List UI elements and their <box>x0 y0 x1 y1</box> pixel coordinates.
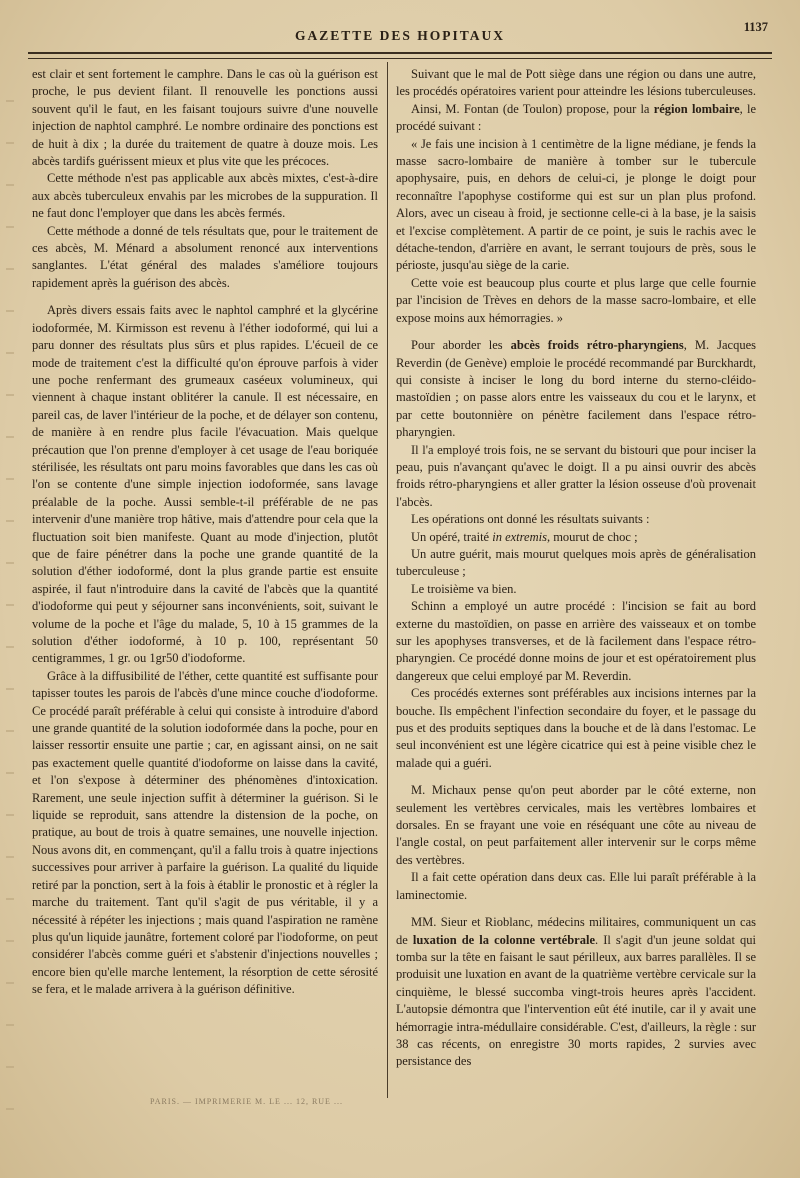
paragraph <box>396 914 756 1071</box>
paragraph: « Je fais une incision à 1 centimètre de la ligne médiane, je fends la masse sacro-lombaire de manière à tomber sur le tubercule apophysaire, puis, en dehors de celui-ci, je plonge le doigt pour reconnaître l'apophyse costiforme qui est sur un plan plus profond. Alors, avec un ciseau à froid, je sectionne celle-ci à la base, je la saisis et l'excise complètement. A partir de ce point, je suis le rachis avec le détache-tendon, d'arrière en avant, le serrant toujours de près, sous le périoste, jusqu'au siège de la carie. <box>396 136 756 273</box>
paragraph <box>396 101 756 136</box>
paragraph-text: Pour aborder les <box>411 338 511 353</box>
header-rule <box>28 58 772 59</box>
paragraph-text: MM. Sieur et Rioblanc, médecins militaires, communiquent un cas de <box>396 915 756 947</box>
paragraph: Cette voie est beaucoup plus courte et plus large que celle fournie par l'incision de Trèves en dehors de la masse sacro-lombaire, et elle expose moins aux hémorragies. » <box>396 275 756 325</box>
italic-term: in extremis <box>492 529 547 544</box>
page-number: 1137 <box>743 20 768 34</box>
paragraph-text: Un opéré, traité <box>411 529 493 544</box>
paragraph: Le troisième va bien. <box>411 581 517 596</box>
page-header <box>28 20 772 54</box>
column-divider <box>387 62 388 1098</box>
paragraph: Grâce à la diffusibilité de l'éther, cette quantité est suffisante pour tapisser toutes les parois de l'abcès d'une mince couche d'iodoforme. Ce procédé paraît préférable à celui qui consiste à introduire d'abord une grande quantité de la solution iodoformée dans la poche, pour en laisser ressortir ensuite une partie ; car, en agissant ainsi, on ne sait pas exactement quelle quantité d'iodoforme on laisse dans la cavité, et l'on s'expose à déterminer des phénomènes d'intoxication. Rarement, une seule injection suffit à déterminer la guérison. Si le liquide se reproduit, sans attendre la distension de la poche, on pratique, au bout de trois à quatre semaines, une nouvelle injection. Nous avons dit, en commençant, qu'il a fallu trois à quatre injections successives pour arriver à parfaire la guérison. La qualité du liquide retiré par la ponction, sert à la fois à établir le pronostic et à régler la marche du traitement. Tant qu'il s'agit de pus véritable, il y a nécessité à répéter les injections ; mais quand l'aspiration ne ramène plus qu'un liquide jaunâtre, fortement coloré par l'iodoforme, on peut considérer l'abcès comme guéri et s'abstenir d'injections nouvelles ; encore bien qu'elle marche lentement, la résorption de cette sérosité se fera, et le malade arrivera à la guérison définitive. <box>32 668 378 997</box>
paragraph: Cette méthode a donné de tels résultats que, pour le traitement de ces abcès, M. Ménard a absolument renoncé aux interventions sanglantes. L'état général des malades s'améliore toujours rapidement après la guérison des abcès. <box>32 223 378 290</box>
paragraph: Ces procédés externes sont préférables aux incisions internes par la bouche. Ils empêchent l'infection secondaire du foyer, et le passage du pus et des produits septiques dans la bouche et de là dans l'estomac. Le seul inconvénient est une légère cicatrice qui est à peine visible chez le malade qui a guéri. <box>396 686 756 770</box>
right-column <box>396 66 756 1108</box>
paragraph: Il l'a employé trois fois, ne se servant du bistouri que pour inciser la peau, puis n'avançant qu'avec le doigt. Il a pu ainsi ouvrir des abcès froids rétro-pharyngiens et aller gratter la lésion osseuse d'où provenait l'abcès. <box>396 442 756 509</box>
paragraph-text: , le procédé suivant : <box>396 101 756 134</box>
paragraph: Il a fait cette opération dans deux cas. Elle lui paraît préférable à la laminectomie. <box>396 870 756 902</box>
bold-term: abcès froids rétro-pharyngiens <box>510 338 684 353</box>
paragraph: Après divers essais faits avec le naphtol camphré et la glycérine iodoformée, M. Kirmisson est revenu à l'éther iodoformé, qui lui a paru donner des résultats plus sûrs et plus rapides. L'écueil de ce mode de traitement c'est la difficulté qu'on éprouve parfois à vider une poche renfermant des grumeaux caséeux volumineux, qui viennent à chaque instant oblitérer la canule. Il est nécessaire, en pareil cas, de laver l'intérieur de la poche, et de délayer son contenu, de manière à en rendre plus facile l'évacuation. Mais quelque précaution que l'on prenne d'employer à cet usage de l'eau boriquée stérilisée, les résultats ont paru moins favorables que dans les cas où l'on se contente d'une simple injection iodoformée, sans lavage préalable de la poche. Aussi semble-t-il préférable de ne pas intervenir d'une manière trop hâtive, mais d'attendre pour cela que la fluctuation soit bien manifeste. Quant au mode d'injection, plutôt que de faire pénétrer dans la poche une grande quantité de la solution d'éther iodoformé, dont la plus grande partie est ensuite aspirée, il faut n'introduire dans la cavité de l'abcès que la quantité d'iodoforme qui peut y séjourner sans inconvénients, soit, suivant le volume de la poche et l'âge du malade, 5, 10 à 15 grammes de la solution d'éther iodoformé, à 10 p. 100, représentant 50 centigrammes, 1 gr. ou 1gr50 d'iodoforme. <box>32 303 378 666</box>
bold-term: luxation de la colonne vertébrale <box>412 932 595 947</box>
paragraph-text: Ainsi, M. Fontan (de Toulon) propose, pour la <box>411 101 654 116</box>
paragraph-text: , mourut de choc ; <box>546 529 638 544</box>
paragraph: M. Michaux pense qu'on peut aborder par le côté externe, non seulement les vertèbres cervicales, mais les vertèbres lombaires et dorsales. En se frayant une voie en réséquant une côte au niveau de l'angle costal, on peut parfaitement aller intervenir sur le corps même des vertèbres. <box>396 783 756 867</box>
paragraph-text: . Il s'agit d'un jeune soldat qui tomba sur la tête en faisant le saut périlleux, aux barres parallèles. Il se produisit une luxation en avant de la quatrième vertèbre cervicale sur la cinquième, le blessé succomba vingt-trois heures après l'accident. L'autopsie démontra que l'intervention eût été inutile, car il y avait une hémorragie intra-médullaire considérable. C'est, d'ailleurs, la règle : sur 38 cas récents, on enregistre 30 morts rapides, 2 survies avec persistance des <box>396 932 756 1069</box>
left-column <box>32 66 378 1108</box>
paragraph <box>396 337 756 441</box>
bold-term: région lombaire <box>653 101 740 116</box>
paragraph: Cette méthode n'est pas applicable aux abcès mixtes, c'est-à-dire aux abcès tuberculeux envahis par les microbes de la suppuration. Il ne faut donc l'employer que dans les abcès fermés. <box>32 171 378 221</box>
paragraph: Schinn a employé un autre procédé : l'incision se fait au bord externe du mastoïdien, on passe en arrière des vaisseaux et on tombe sur les apophyses transverses, et de là facilement dans l'espace rétro-pharyngien. Ce procédé donne moins de jour et est opératoirement plus dangereux que celui employé par M. Reverdin. <box>396 599 756 683</box>
journal-title: GAZETTE DES HOPITAUX <box>294 28 506 43</box>
paragraph: Les opérations ont donné les résultats suivants : <box>411 512 650 527</box>
paragraph: est clair et sent fortement le camphre. Dans le cas où la guérison est proche, le pus devient filant. Il renouvelle les ponctions aussi souvent qu'il le faut, en les faisant toujours suivre d'une nouvelle injection de naphtol camphré. Le nombre ordinaire des ponctions est de huit à dix ; la durée du traitement de quatre à douze mois. Les abcès tardifs guérissent mieux et plus vite que les précoces. <box>32 67 378 169</box>
paragraph-text: , M. Jacques Reverdin (de Genève) emploie le procédé recommandé par Burckhardt, qui consiste à inciser le long du bord interne du sterno-cléido-mastoïdien ; on passe alors entre les vaisseaux du cou et le larynx, et par cette boutonnière on pénètre facilement dans l'espace rétro-pharyngien. <box>396 338 756 440</box>
binding-edge <box>6 60 14 1118</box>
paragraph <box>396 529 756 546</box>
paragraph: Suivant que le mal de Pott siège dans une région ou dans une autre, les procédés opératoires varient pour atteindre les lésions tuberculeuses. <box>396 67 756 99</box>
printer-imprint: PARIS. — IMPRIMERIE M. LE ... 12, RUE ... <box>150 1097 343 1106</box>
paragraph: Un autre guérit, mais mourut quelques mois après de généralisation tuberculeuse ; <box>396 546 756 579</box>
